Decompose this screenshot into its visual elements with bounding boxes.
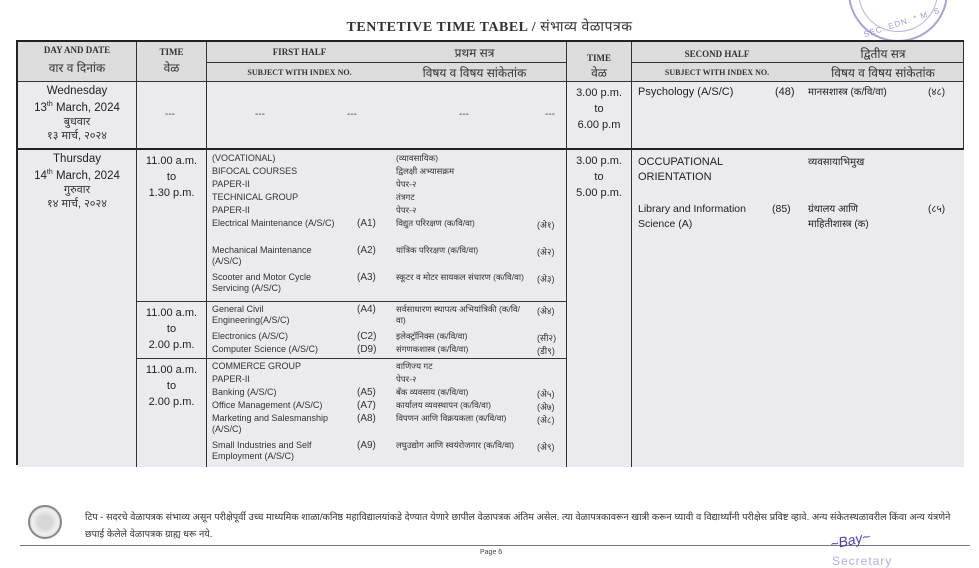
subject-a7: Office Management (A/S/C) bbox=[212, 400, 323, 410]
subject-a9: Small Industries and Self Employment (A/S/C) bbox=[212, 440, 312, 461]
row-wednesday-time-2: 3.00 p.m. to 6.00 p.m bbox=[567, 82, 632, 150]
row-thursday-time-2: 3.00 p.m. to 5.00 p.m. bbox=[567, 150, 632, 467]
row-wednesday-day: Wednesday 13th March, 2024 बुधवार १३ मार्च, २०२४ bbox=[18, 82, 137, 150]
subject-a8: Marketing and Salesmanship (A/S/C) bbox=[212, 413, 329, 434]
thursday-block-2-subjects: General Civil Engineering(A/S/C) (A4) सर्वसाधारण स्थापत्य अभियांत्रिकी (क/वि/वा) (अे४) Electronics (A/S/C) (C2) इलेक्ट्रॉनिक्स (क/वि/वा) (सी२) Computer Science (A/S/C) (D9) संगणकशास्त्र (क/वि/वा) (डी९) bbox=[207, 302, 567, 359]
header-day: DAY AND DATE वार व दिनांक bbox=[18, 42, 137, 82]
thursday-block-2-time: 11.00 a.m. to 2.00 p.m. bbox=[137, 302, 207, 359]
page-number: Page 6 bbox=[480, 549, 503, 556]
header-time: TIME वेळ bbox=[137, 42, 207, 82]
board-seal-icon bbox=[28, 505, 62, 539]
header-second-half: SECOND HALF द्वितीय सत्र bbox=[632, 42, 964, 63]
timetable bbox=[16, 40, 964, 465]
stamp-text: SEC. EDN. * M. S bbox=[862, 5, 942, 40]
row-wednesday-time: --- bbox=[137, 82, 207, 150]
footer-note: टिप - सदरचे वेळापत्रक संभाव्य असून परीक्षेपूर्वी उच्च माध्यमिक शाळा/कनिष्ठ महाविद्यालयांकडे देण्यात येणारे छापील वेळापत्रक अंतिम असेल. त्या वेळापत्रकावरून खात्री करून घ्यावी व विद्यार्थ्यांनी परीक्षेस प्रविष्ट व्हावे. अन्य संकेतस्थळावरील किंवा अन्य यंत्रणेने छपाई केलेले वेळापत्रक ग्राह्य धरू नये. bbox=[85, 512, 951, 540]
header-second-subject: SUBJECT WITH INDEX NO. विषय व विषय सांकेतांक bbox=[632, 63, 964, 82]
thursday-block-3-subjects: COMMERCE GROUP वाणिज्य गट PAPER-II पेपर-२ Banking (A/S/C) (A5) बँक व्यवसाय (क/वि/वा) (अे५) Office Management (A/S/C) (A7) कार्यालय व्यवस्थापन (क/वि/वा) (अे७) Marketing and Salesmanship (A/S/C) (A8) विपणन आणि विक्रयकला (क/वि/वा) (अे८) Small Industries and Self Employment (A/S/C) (A9) लघुउद्योग आणि स्वयंरोजगार (क/वि/वा) (अे९) bbox=[207, 359, 567, 467]
signature-icon: ~Bay~ bbox=[828, 527, 872, 553]
thursday-block-1-time: 11.00 a.m. to 1.30 p.m. bbox=[137, 150, 207, 302]
subject-d9: Computer Science (A/S/C) bbox=[212, 344, 319, 354]
row-wednesday-second-half: Psychology (A/S/C) (48) मानसशास्त्र (क/वि/वा) (४८) bbox=[632, 82, 964, 150]
thursday-block-3-time: 11.00 a.m. to 2.00 p.m. bbox=[137, 359, 207, 467]
footer-divider bbox=[20, 545, 970, 546]
subject-c2: Electronics (A/S/C) bbox=[212, 331, 289, 341]
subject-a1: Electrical Maintenance (A/S/C) bbox=[212, 218, 335, 228]
row-wednesday-first-half: --- --- --- --- bbox=[207, 82, 567, 150]
page-title bbox=[0, 17, 979, 36]
header-first-half: FIRST HALF प्रथम सत्र bbox=[207, 42, 567, 63]
secretary-label: Secretary bbox=[832, 554, 893, 568]
subject-a5: Banking (A/S/C) bbox=[212, 387, 277, 397]
subject-85: Library and Information Science (A) bbox=[638, 203, 746, 230]
title-en: TENTETIVE TIME TABEL / bbox=[346, 20, 537, 35]
header-first-subject: SUBJECT WITH INDEX NO. विषय व विषय सांकेतांक bbox=[207, 63, 567, 82]
subject-a4: General Civil Engineering(A/S/C) bbox=[212, 304, 290, 325]
subject-a3: Scooter and Motor Cycle Servicing (A/S/C) bbox=[212, 272, 312, 293]
thursday-block-1-subjects: (VOCATIONAL) (व्यावसायिक) BIFOCAL COURSES द्विलक्षी अभ्यासक्रम PAPER-II पेपर-२ TECHNICAL GROUP तंत्रगट PAPER-II पेपर-२ Electrical Maintenance (A/S/C) (A1) विद्युत परिरक्षण (क/वि/वा) (अे१) Mechanical Maintenance (A/S/C) (A2) यांत्रिक परिरक्षण (क/वि/वा) (अे२) Scooter and Motor Cycle Servicing (A/S/C) (A3) स्कूटर व मोटर सायकल संधारण (क/वि/वा) (अे३) bbox=[207, 150, 567, 302]
title-mr: संभाव्य वेळापत्रक bbox=[540, 20, 633, 35]
row-thursday-second-half: OCCUPATIONAL ORIENTATION व्यवसायाभिमुख Library and Information Science (A) (85) ग्रंथालय आणि माहितीशास्त्र (क) (८५) bbox=[632, 150, 964, 467]
header-time-2: TIME वेळ bbox=[567, 42, 632, 82]
subject-a2: Mechanical Maintenance (A/S/C) bbox=[212, 245, 312, 266]
row-thursday-day: Thursday 14th March, 2024 गुरुवार १४ मार्च, २०२४ bbox=[18, 150, 137, 467]
